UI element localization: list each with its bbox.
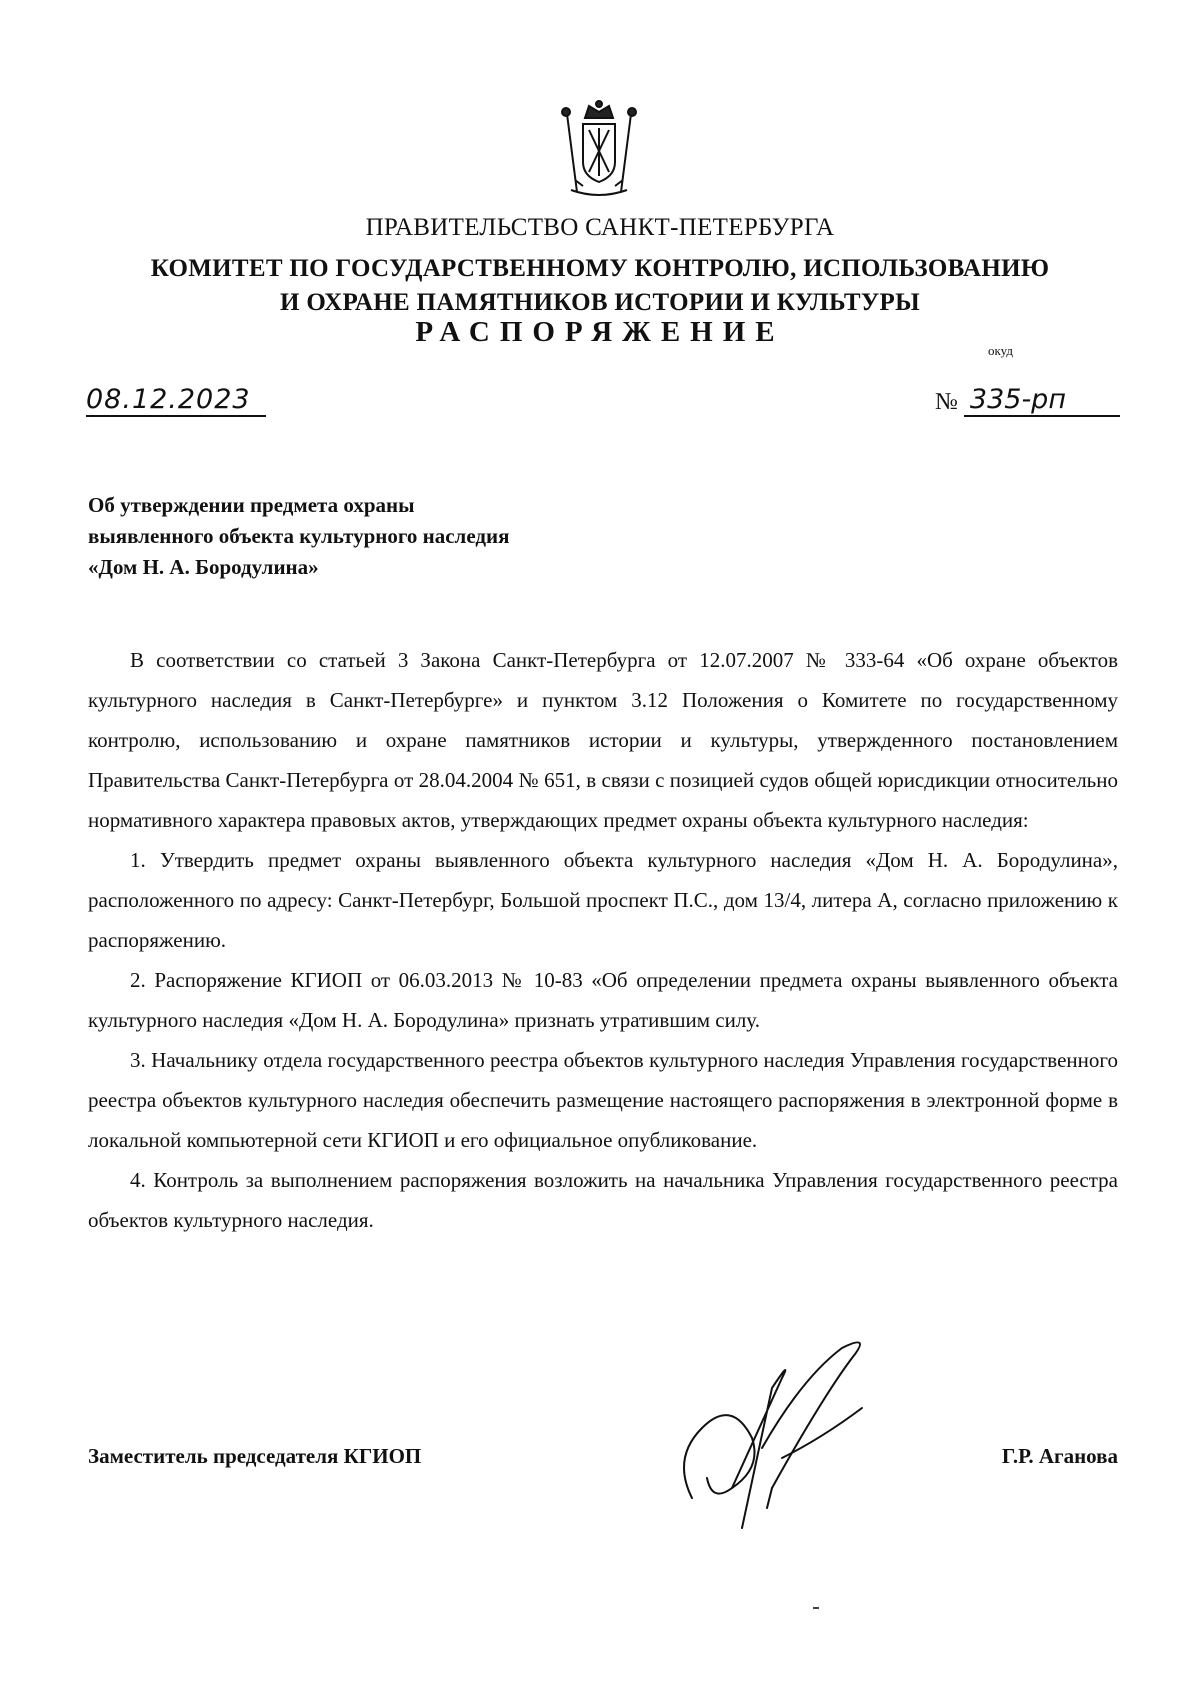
signer-name: Г.Р. Аганова <box>1001 1444 1118 1468</box>
okud-label: окуд <box>988 343 1013 358</box>
signer-position: Заместитель председателя КГИОП <box>88 1444 422 1468</box>
document-body <box>88 640 1118 1240</box>
document-number <box>935 385 1120 417</box>
scan-speck <box>813 1607 819 1609</box>
coat-of-arms-icon <box>553 100 645 200</box>
document-date: 08.12.2023 <box>86 385 266 417</box>
document-type-title: РАСПОРЯЖЕНИЕ <box>415 316 785 348</box>
government-name: ПРАВИТЕЛЬСТВО САНКТ-ПЕТЕРБУРГА <box>365 214 835 241</box>
order-item-3: 3. Начальнику отдела государственного реестра объектов культурного наследия Управления государственного реестра объектов культурного наследия обеспечить размещение настоящего распоряжения в электронной форме в локальной компьютерной сети КГИОП и его официальное опубликование. <box>88 1048 1118 1152</box>
order-item-1: 1. Утвердить предмет охраны выявленного объекта культурного наследия «Дом Н. А. Бородулина», расположенного по адресу: Санкт-Петербург, Большой проспект П.С., дом 13/4, литера А, согласно приложению к распоряжению. <box>88 848 1118 952</box>
order-item-2: 2. Распоряжение КГИОП от 06.03.2013 № 10-83 «Об определении предмета охраны выявленного объекта культурного наследия «Дом Н. А. Бородулина» признать утратившим силу. <box>88 968 1118 1032</box>
preamble-paragraph: В соответствии со статьей 3 Закона Санкт-Петербурга от 12.07.2007 № 333-64 «Об охране объектов культурного наследия в Санкт-Петербурге» и пунктом 3.12 Положения о Комитете по государственному контролю, использованию и охране памятников истории и культуры, утвержденного постановлением Правительства Санкт-Петербурга от 28.04.2004 № 651, в связи с позицией судов общей юрисдикции относительно нормативного характера правовых актов, утверждающих предмет охраны объекта культурного наследия: <box>88 648 1118 832</box>
subject-line-3: «Дом Н. А. Бородулина» <box>88 555 319 579</box>
committee-name-line-2: И ОХРАНЕ ПАМЯТНИКОВ ИСТОРИИ И КУЛЬТУРЫ <box>280 289 920 316</box>
number-sign: № <box>935 389 958 415</box>
committee-name <box>0 252 1200 320</box>
document-subject <box>88 490 688 583</box>
handwritten-signature <box>672 1338 882 1538</box>
committee-name-line-1: КОМИТЕТ ПО ГОСУДАРСТВЕННОМУ КОНТРОЛЮ, ИСПОЛЬЗОВАНИЮ <box>150 255 1050 282</box>
number-value: 335-рп <box>964 385 1120 417</box>
subject-line-2: выявленного объекта культурного наследия <box>88 524 510 548</box>
subject-line-1: Об утверждении предмета охраны <box>88 493 415 517</box>
order-item-4: 4. Контроль за выполнением распоряжения возложить на начальника Управления государственного реестра объектов культурного наследия. <box>88 1168 1118 1232</box>
